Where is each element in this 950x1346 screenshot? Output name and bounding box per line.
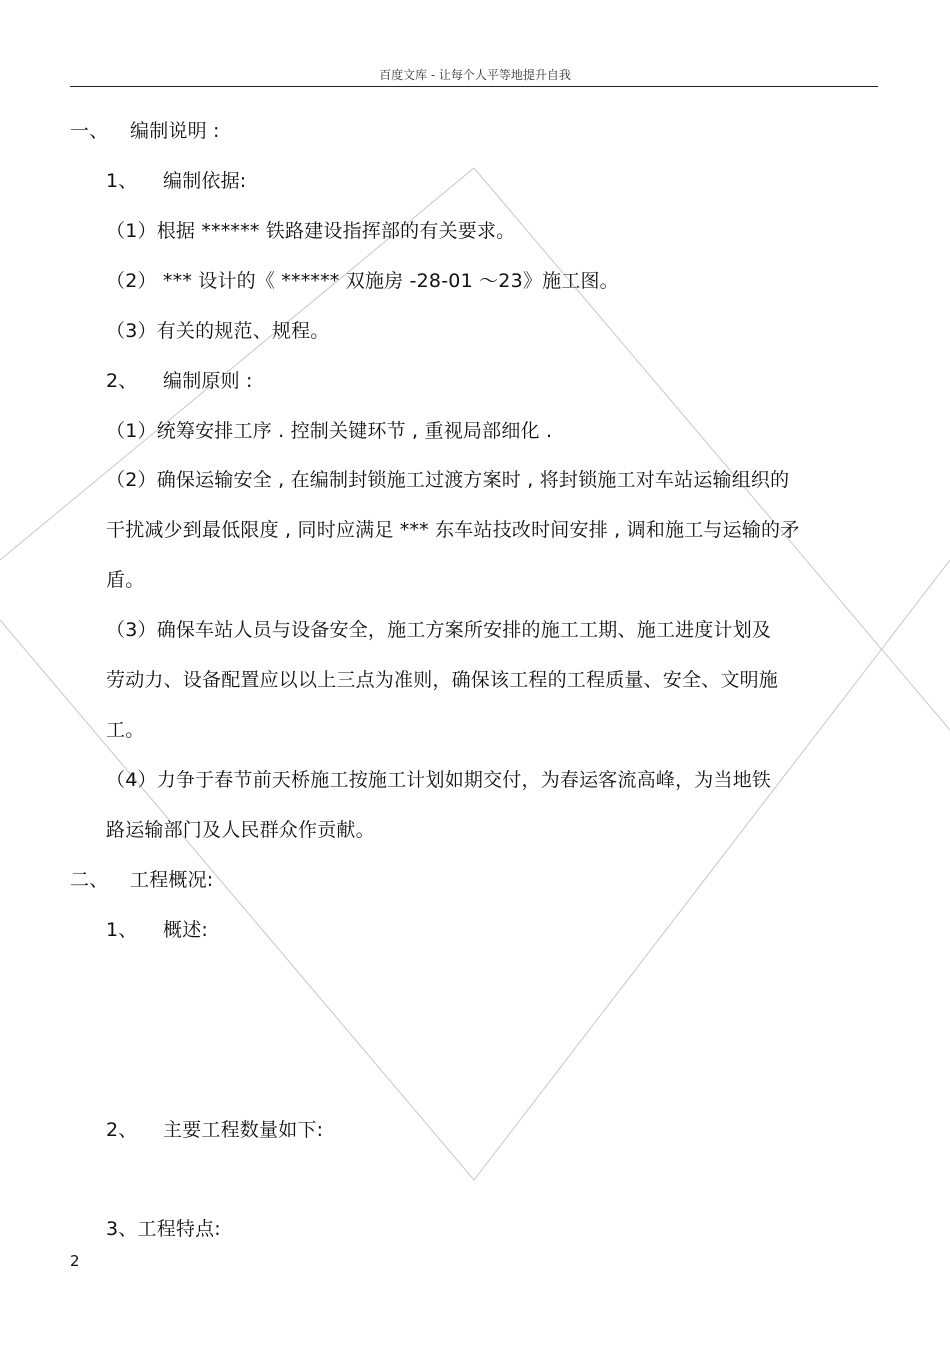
basis-item-2: （2） *** 设计的《 ****** 双施房 -28-01 ～23》施工图。 — [106, 270, 619, 292]
subsection-2-2-title: 主要工程数量如下: — [163, 1119, 324, 1141]
principle-item-3-line-2: 劳动力、设备配置应以以上三点为准则，确保该工程的工程质量、安全、文明施 — [106, 669, 779, 691]
section-2-number: 二、 — [70, 869, 109, 891]
subsection-2-1-title: 概述: — [163, 919, 209, 941]
principle-item-1: （1）统筹安排工序 . 控制关键环节 , 重视局部细化 . — [106, 420, 553, 442]
subsection-2-3-heading: 3、工程特点: — [106, 1218, 221, 1240]
subsection-1-2-title: 编制原则 : — [163, 370, 253, 392]
subsection-2-1-number: 1、 — [106, 919, 138, 941]
subsection-2-2-number: 2、 — [106, 1119, 138, 1141]
section-2-title: 工程概况: — [130, 869, 214, 891]
principle-item-2-line-3: 盾。 — [106, 569, 145, 591]
principle-item-4-line-2: 路运输部门及人民群众作贡献。 — [106, 819, 375, 841]
principle-item-3-line-1: （3）确保车站人员与设备安全，施工方案所安排的施工工期、施工进度计划及 — [106, 619, 772, 641]
section-1-heading — [70, 119, 220, 143]
principle-item-4-line-1: （4）力争于春节前天桥施工按施工计划如期交付，为春运客流高峰，为当地铁 — [106, 769, 772, 791]
page-number: 2 — [70, 1252, 80, 1270]
subsection-1-1-title: 编制依据: — [163, 170, 247, 192]
subsection-1-2-heading — [106, 369, 253, 393]
section-2-heading — [70, 868, 213, 892]
page-header: 百度文库 - 让每个人平等地提升自我 — [379, 68, 571, 82]
header-divider — [70, 86, 878, 87]
section-1-title: 编制说明 : — [130, 120, 220, 142]
subsection-2-2-heading — [106, 1118, 323, 1142]
section-1-number: 一、 — [70, 120, 109, 142]
subsection-1-2-number: 2、 — [106, 370, 138, 392]
principle-item-2-line-1: （2）确保运输安全 , 在编制封锁施工过渡方案时 , 将封锁施工对车站运输组织的 — [106, 469, 790, 491]
subsection-1-1-heading — [106, 169, 246, 193]
subsection-1-1-number: 1、 — [106, 170, 138, 192]
principle-item-2-line-2: 干扰减少到最低限度 , 同时应满足 *** 东车站技改时间安排 , 调和施工与运输的矛 — [106, 519, 800, 541]
subsection-2-1-heading — [106, 918, 208, 942]
basis-item-3: （3）有关的规范、规程。 — [106, 320, 330, 342]
principle-item-3-line-3: 工。 — [106, 719, 145, 741]
basis-item-1: （1）根据 ****** 铁路建设指挥部的有关要求。 — [106, 220, 516, 242]
